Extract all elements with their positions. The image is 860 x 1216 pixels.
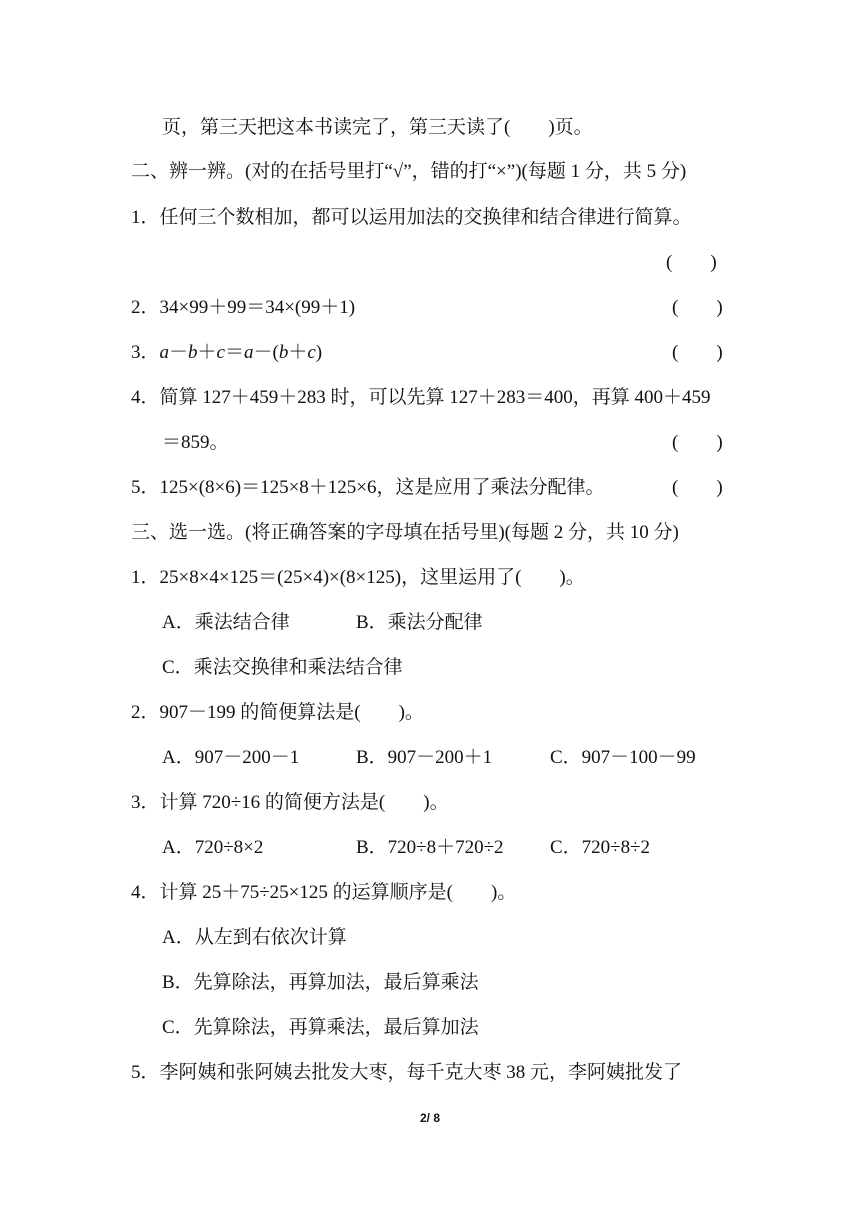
option-a[interactable]: A．720÷8×2 <box>162 837 264 858</box>
operator: －( <box>253 342 279 363</box>
equals-sign: ＝ <box>224 342 244 363</box>
close-paren: ) <box>315 342 323 363</box>
operator: ＋ <box>197 342 217 363</box>
question-number: 3． <box>131 342 160 363</box>
answer-bracket[interactable]: ( ) <box>672 477 723 498</box>
variable-a: a <box>159 342 170 363</box>
option-c[interactable]: C．907－100－99 <box>550 747 696 768</box>
variable-a: a <box>244 342 254 363</box>
option-c[interactable]: C．先算除法，再算乘法，最后算加法 <box>162 1017 479 1038</box>
choice-question-3: 3．计算 720÷16 的简便方法是( )。 <box>131 792 449 813</box>
answer-bracket[interactable]: ( ) <box>672 432 723 453</box>
judge-question-4-continued: ＝859。 <box>162 432 229 453</box>
variable-b: b <box>278 342 289 363</box>
operator: ＋ <box>288 342 308 363</box>
judge-question-2: 2．34×99＋99＝34×(99＋1) <box>131 297 356 318</box>
judge-question-3 <box>131 341 322 365</box>
answer-bracket[interactable]: ( ) <box>666 252 717 273</box>
option-a[interactable]: A．从左到右依次计算 <box>162 927 347 948</box>
choice-question-4: 4．计算 25＋75÷25×125 的运算顺序是( )。 <box>131 882 517 903</box>
judge-question-4: 4．简算 127＋459＋283 时，可以先算 127＋283＝400，再算 400＋459 <box>131 387 711 408</box>
variable-c: c <box>216 342 225 363</box>
option-b[interactable]: B．乘法分配律 <box>356 612 483 633</box>
judge-question-1: 1．任何三个数相加，都可以运用加法的交换律和结合律进行简算。 <box>131 207 692 228</box>
page-number: 2/ 8 <box>419 1111 440 1125</box>
option-b[interactable]: B．720÷8＋720÷2 <box>356 837 504 858</box>
operator: － <box>169 342 189 363</box>
option-c[interactable]: C．720÷8÷2 <box>550 837 651 858</box>
option-a[interactable]: A．907－200－1 <box>162 747 300 768</box>
continued-question-line: 页，第三天把这本书读完了，第三天读了( )页。 <box>162 117 593 138</box>
option-b[interactable]: B．907－200＋1 <box>356 747 493 768</box>
section-2-heading: 二、辨一辨。(对的在括号里打“√”，错的打“×”)(每题 1 分，共 5 分) <box>131 161 687 182</box>
variable-c: c <box>307 342 316 363</box>
option-a[interactable]: A．乘法结合律 <box>162 612 290 633</box>
answer-bracket[interactable]: ( ) <box>672 342 723 363</box>
variable-b: b <box>188 342 198 363</box>
option-c[interactable]: C．乘法交换律和乘法结合律 <box>162 657 403 678</box>
judge-question-5: 5．125×(8×6)＝125×8＋125×6，这是应用了乘法分配律。 <box>131 477 605 498</box>
option-b[interactable]: B．先算除法，再算加法，最后算乘法 <box>162 972 479 993</box>
section-3-heading: 三、选一选。(将正确答案的字母填在括号里)(每题 2 分，共 10 分) <box>131 522 679 543</box>
choice-question-5: 5．李阿姨和张阿姨去批发大枣，每千克大枣 38 元，李阿姨批发了 <box>131 1062 683 1083</box>
choice-question-2: 2．907－199 的简便算法是( )。 <box>131 702 424 723</box>
answer-bracket[interactable]: ( ) <box>672 297 723 318</box>
choice-question-1: 1．25×8×4×125＝(25×4)×(8×125)，这里运用了( )。 <box>131 567 585 588</box>
